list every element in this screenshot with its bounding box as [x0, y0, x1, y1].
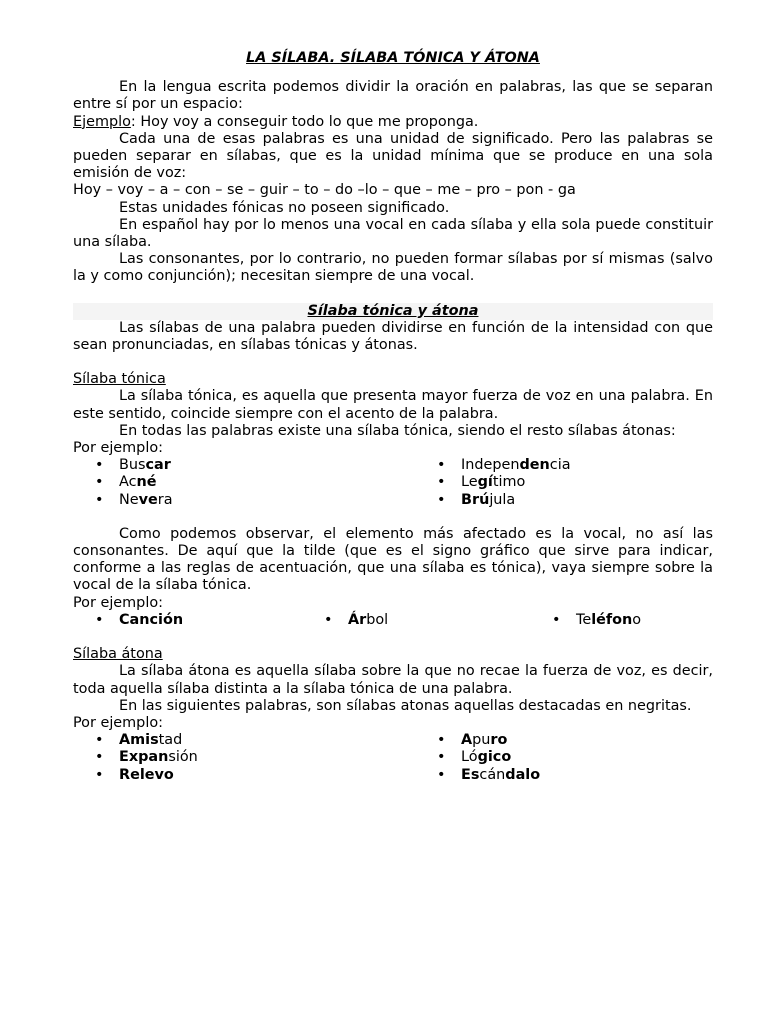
- word-part: car: [145, 457, 171, 474]
- word-part: Indepen: [461, 457, 520, 474]
- word-part: cia: [549, 457, 571, 474]
- list-item: [415, 492, 713, 509]
- paragraph: Cada una de esas palabras es una unidad de significado. Pero las palabras se pueden separar en sílabas, que es la unidad mínima que se produce en una sola emisión de voz:: [73, 130, 713, 182]
- word-part: Te: [576, 611, 592, 628]
- word-part: tad: [158, 732, 183, 749]
- list-item: [73, 767, 415, 784]
- word-part: Relevo: [119, 766, 174, 783]
- bullet-icon: •: [95, 749, 104, 766]
- word-part: gico: [477, 749, 512, 766]
- list-item: [73, 732, 415, 749]
- section-heading: Sílaba tónica y átona: [73, 303, 713, 320]
- word-part: ro: [490, 732, 508, 749]
- por-ejemplo-label: Por ejemplo:: [73, 440, 163, 457]
- por-ejemplo-label: Por ejemplo:: [73, 594, 163, 611]
- paragraph: Las sílabas de una palabra pueden dividirse en función de la intensidad con que sean pronunciadas, en sílabas tónicas y átonas.: [73, 319, 713, 354]
- bullet-icon: •: [324, 611, 333, 628]
- subsection-heading-tonica: Sílaba tónica: [73, 371, 166, 388]
- bullet-icon: •: [95, 474, 104, 491]
- list-item: [73, 612, 302, 629]
- word-part: Expan: [119, 749, 169, 766]
- word-part: Le: [461, 474, 478, 491]
- example-line: [73, 114, 713, 131]
- paragraph: En español hay por lo menos una vocal en cada sílaba y ella sola puede constituir una sílaba.: [73, 216, 713, 251]
- list-item: [415, 767, 713, 784]
- word-part: jula: [489, 491, 516, 508]
- tonica-examples-list: [73, 457, 713, 509]
- word-part: Es: [461, 766, 480, 783]
- bullet-icon: •: [95, 611, 104, 628]
- word-part: Bus: [119, 457, 146, 474]
- paragraph: La sílaba tónica, es aquella que presenta mayor fuerza de voz en una palabra. En este sentido, coincide siempre con el acento de la palabra.: [73, 388, 713, 422]
- bullet-icon: •: [437, 766, 446, 783]
- word-part: Ár: [348, 611, 367, 628]
- bullet-icon: •: [95, 766, 104, 783]
- atona-examples-list: [73, 732, 713, 784]
- document-title: LA SÍLABA. SÍLABA TÓNICA Y ÁTONA: [246, 50, 540, 66]
- bullet-icon: •: [437, 457, 446, 474]
- word-part: pu: [472, 732, 491, 749]
- bullet-icon: •: [95, 732, 104, 749]
- paragraph: En las siguientes palabras, son sílabas atonas aquellas destacadas en negritas.: [119, 697, 692, 714]
- word-part: ve: [138, 491, 158, 508]
- bullet-icon: •: [437, 749, 446, 766]
- word-part: gí: [477, 474, 493, 491]
- syllable-division: Hoy – voy – a – con – se – guir – to – do –lo – que – me – pro – pon - ga: [73, 182, 576, 199]
- word-part: Canción: [119, 611, 184, 628]
- word-part: Brú: [461, 491, 490, 508]
- list-item: [73, 457, 415, 474]
- bullet-icon: •: [437, 474, 446, 491]
- word-part: timo: [492, 474, 526, 491]
- list-item: [530, 612, 713, 629]
- paragraph: Estas unidades fónicas no poseen significado.: [119, 199, 450, 216]
- bullet-icon: •: [95, 457, 104, 474]
- subsection-heading-atona: Sílaba átona: [73, 646, 163, 663]
- list-item: [415, 474, 713, 491]
- list-item: [73, 749, 415, 766]
- list-item: [415, 457, 713, 474]
- document-content: [73, 50, 713, 784]
- paragraph: La sílaba átona es aquella sílaba sobre la que no recae la fuerza de voz, es decir, toda aquella sílaba distinta a la sílaba tónica de una palabra.: [73, 663, 713, 697]
- word-part: Ne: [119, 491, 139, 508]
- word-part: né: [136, 474, 157, 491]
- paragraph: Como podemos observar, el elemento más afectado es la vocal, no así las consonantes. De aquí que la tilde (que es el signo gráfico que sirve para indicar, conforme a las reglas de acentuación, que una sílaba es tónica), vaya siempre sobre la vocal de la sílaba tónica.: [73, 525, 713, 594]
- por-ejemplo-label: Por ejemplo:: [73, 714, 163, 731]
- word-part: dalo: [505, 766, 541, 783]
- word-part: bol: [366, 611, 389, 628]
- word-part: den: [519, 457, 550, 474]
- word-part: o: [632, 611, 642, 628]
- list-item: [73, 474, 415, 491]
- list-item: [73, 492, 415, 509]
- word-part: Ac: [119, 474, 137, 491]
- list-item: [302, 612, 530, 629]
- paragraph: En todas las palabras existe una sílaba tónica, siendo el resto sílabas átonas:: [119, 422, 676, 439]
- word-part: Amis: [119, 732, 159, 749]
- list-item: [415, 732, 713, 749]
- word-part: ra: [157, 491, 173, 508]
- example-text: : Hoy voy a conseguir todo lo que me proponga.: [130, 113, 479, 130]
- word-part: Ló: [461, 749, 478, 766]
- bullet-icon: •: [437, 491, 446, 508]
- bullet-icon: •: [95, 491, 104, 508]
- word-part: sión: [168, 749, 198, 766]
- word-part: cán: [479, 766, 506, 783]
- paragraph: En la lengua escrita podemos dividir la oración en palabras, las que se separan entre sí por un espacio:: [73, 79, 713, 113]
- tilde-examples-list: [73, 612, 713, 629]
- word-part: léfon: [591, 611, 633, 628]
- word-part: A: [461, 732, 473, 749]
- example-label: Ejemplo: [73, 113, 131, 130]
- paragraph: Las consonantes, por lo contrario, no pueden formar sílabas por sí mismas (salvo la y como conjunción); necesitan siempre de una vocal.: [73, 251, 713, 285]
- bullet-icon: •: [552, 611, 561, 628]
- bullet-icon: •: [437, 732, 446, 749]
- list-item: [415, 749, 713, 766]
